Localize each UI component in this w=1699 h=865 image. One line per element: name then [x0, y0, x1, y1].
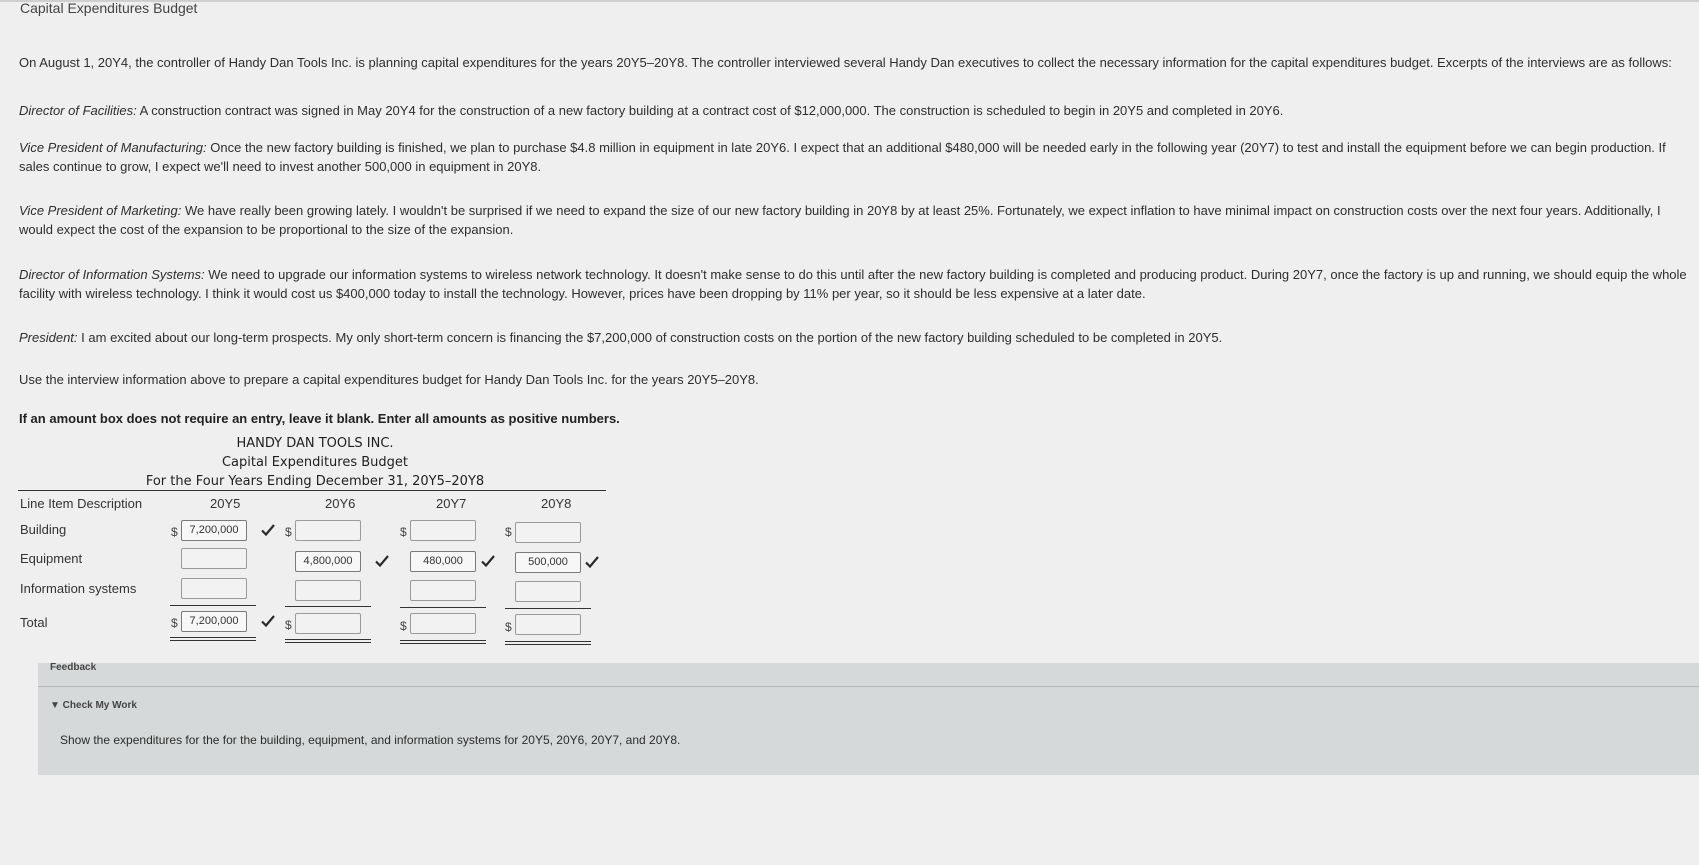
check-icon [480, 553, 496, 569]
instruction-text: Use the interview information above to prepare a capital expenditures budget for Handy Dan Tools Inc. for the years 20Y5–20Y8. [19, 372, 759, 387]
column-header-20y6: 20Y6 [325, 496, 356, 511]
subtotal-rule [285, 606, 371, 607]
interview-president [19, 328, 1689, 347]
dollar-sign: $ [505, 620, 512, 634]
dollar-sign: $ [400, 619, 407, 633]
info-systems-20y6-input[interactable] [295, 580, 361, 601]
column-header-20y8: 20Y8 [541, 496, 572, 511]
building-20y7-input[interactable] [410, 520, 476, 541]
total-rule [285, 642, 371, 643]
equipment-20y5-input[interactable] [181, 548, 247, 569]
total-20y7-input[interactable] [410, 613, 476, 634]
check-icon [260, 522, 276, 538]
interview-text: We need to upgrade our information systems to wireless network technology. It doesn't make sense to do this until after the new factory building is completed and producing product. During 20Y7, once the factory is up and running, we should equip the whole facility with wireless technology. I think it would cost us $400,000 today to install the technology. However, prices have been dropping by 11% per year, so it should be less expensive at a later date. [19, 267, 1687, 301]
total-rule [400, 640, 486, 641]
check-icon [260, 613, 276, 629]
report-period: For the Four Years Ending December 31, 20Y5–20Y8 [145, 474, 485, 489]
building-20y8-input[interactable] [515, 522, 581, 543]
total-rule [505, 644, 591, 645]
subtotal-rule [170, 605, 256, 606]
dollar-sign: $ [285, 618, 292, 632]
row-label-equipment: Equipment [20, 551, 83, 566]
interview-marketing [19, 201, 1689, 239]
total-rule [170, 637, 256, 638]
interview-text: I am excited about our long-term prospects. My only short-term concern is financing the $7,200,000 of construction costs on the portion of the new factory building scheduled to be completed in 20Y5. [81, 330, 1223, 345]
feedback-message: Show the expenditures for the for the building, equipment, and information systems for 20Y5, 20Y6, 20Y7, and 20Y8. [60, 733, 681, 747]
total-20y5-input[interactable] [181, 611, 247, 632]
report-title: Capital Expenditures Budget [221, 455, 409, 470]
info-systems-20y8-input[interactable] [515, 581, 581, 602]
intro-paragraph: On August 1, 20Y4, the controller of Handy Dan Tools Inc. is planning capital expenditures for the years 20Y5–20Y8. The controller interviewed several Handy Dan executives to collect the necessary information for the capital expenditures budget. Excerpts of the interviews are as follows: [19, 55, 1672, 70]
feedback-divider [38, 686, 1699, 687]
interview-manufacturing [19, 138, 1689, 176]
bold-instruction: If an amount box does not require an entry, leave it blank. Enter all amounts as positive numbers. [19, 411, 620, 426]
interview-role: Director of Information Systems: [19, 267, 205, 282]
interview-info-systems [19, 265, 1689, 303]
check-my-work-toggle[interactable]: ▼ Check My Work [50, 700, 137, 711]
interview-role: Vice President of Marketing: [19, 203, 182, 218]
row-label-total: Total [20, 615, 48, 630]
interview-text: Once the new factory building is finished, we plan to purchase $4.8 million in equipment in late 20Y6. I expect that an additional $480,000 will be needed early in the following year (20Y7) to test and install the equipment before we can begin production. If sales continue to grow, I expect we'll need to invest another 500,000 in equipment in 20Y8. [19, 140, 1666, 174]
interview-text: A construction contract was signed in May 20Y4 for the construction of a new factory building at a contract cost of $12,000,000. The construction is scheduled to begin in 20Y5 and completed in 20Y6. [139, 103, 1284, 118]
total-rule [285, 639, 371, 640]
interview-role: Director of Facilities: [19, 103, 137, 118]
column-header-20y5: 20Y5 [210, 496, 241, 511]
building-20y5-input[interactable] [181, 520, 247, 541]
page-title: Capital Expenditures Budget [20, 0, 198, 16]
subtotal-rule [400, 607, 486, 608]
info-systems-20y7-input[interactable] [410, 580, 476, 601]
check-icon [584, 554, 600, 570]
row-label-information-systems: Information systems [20, 581, 137, 596]
column-header-description: Line Item Description [20, 496, 143, 511]
interview-facilities [19, 101, 1689, 120]
total-rule [170, 640, 256, 641]
report-company: HANDY DAN TOOLS INC. [236, 436, 394, 451]
interview-role: President: [19, 330, 78, 345]
equipment-20y7-input[interactable] [410, 551, 476, 572]
dollar-sign: $ [505, 525, 512, 539]
building-20y6-input[interactable] [295, 520, 361, 541]
equipment-20y8-input[interactable] [515, 552, 581, 573]
info-systems-20y5-input[interactable] [181, 578, 247, 599]
dollar-sign: $ [171, 616, 178, 630]
dollar-sign: $ [171, 525, 178, 539]
interview-text: We have really been growing lately. I wouldn't be surprised if we need to expand the size of our new factory building in 20Y8 by at least 25%. Fortunately, we expect inflation to have minimal impact on construction costs over the next four years. Additionally, I would expect the cost of the expansion to be proportional to the size of the expansion. [19, 203, 1661, 237]
row-label-building: Building [20, 522, 67, 537]
total-20y8-input[interactable] [515, 614, 581, 635]
subtotal-rule [505, 608, 591, 609]
check-icon [374, 553, 390, 569]
feedback-label: Feedback [50, 662, 97, 673]
total-rule [505, 641, 591, 642]
top-border [0, 0, 1699, 2]
dollar-sign: $ [400, 525, 407, 539]
total-20y6-input[interactable] [295, 613, 361, 634]
interview-role: Vice President of Manufacturing: [19, 140, 207, 155]
total-rule [400, 643, 486, 644]
equipment-20y6-input[interactable] [295, 551, 361, 572]
column-header-20y7: 20Y7 [436, 496, 467, 511]
dollar-sign: $ [285, 525, 292, 539]
table-top-rule [18, 490, 606, 491]
feedback-panel [38, 663, 1699, 775]
